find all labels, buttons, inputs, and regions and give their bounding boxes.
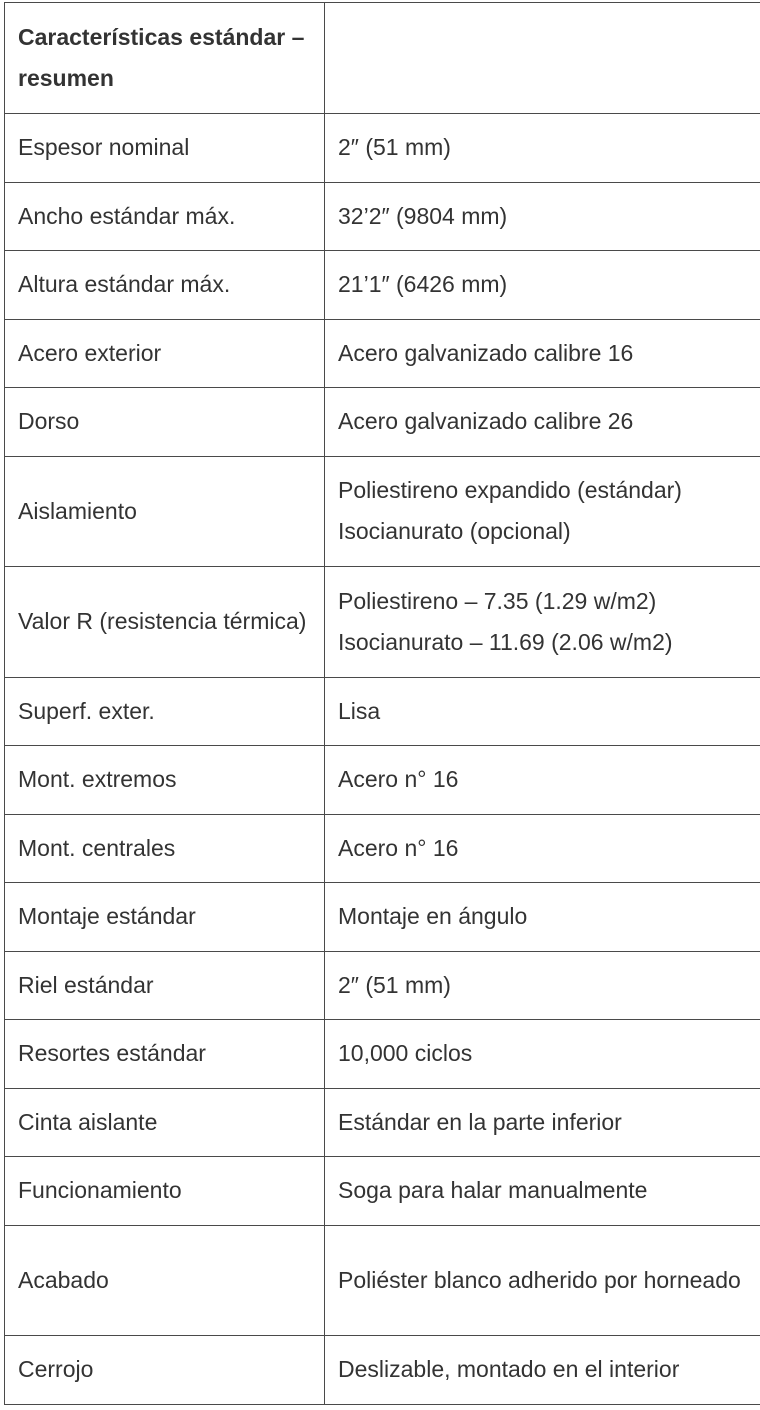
row-value <box>325 319 760 388</box>
row-value <box>325 1157 760 1226</box>
table-row <box>5 114 760 183</box>
row-value-line: Soga para halar manualmente <box>338 1177 648 1204</box>
row-value <box>325 951 760 1020</box>
row-value-line: 2″ (51 mm) <box>338 134 451 161</box>
row-value <box>325 1336 760 1405</box>
row-value <box>325 883 760 952</box>
table-row <box>5 951 760 1020</box>
row-value <box>325 567 760 678</box>
table-row <box>5 814 760 883</box>
row-value-line: Poliestireno expandido (estándar) <box>338 477 682 504</box>
row-value <box>325 677 760 746</box>
row-value-line: 2″ (51 mm) <box>338 971 451 998</box>
table-row <box>5 319 760 388</box>
row-value-line: Poliéster blanco adherido por horneado <box>338 1266 741 1293</box>
row-label: Acabado <box>5 1225 325 1336</box>
row-label: Aislamiento <box>5 456 325 567</box>
row-label: Cerrojo <box>5 1336 325 1405</box>
row-value <box>325 182 760 251</box>
row-label: Valor R (resistencia térmica) <box>5 567 325 678</box>
table-row <box>5 251 760 320</box>
row-value-line: Acero galvanizado calibre 26 <box>338 408 634 435</box>
row-value-line: Isocianurato (opcional) <box>338 518 571 545</box>
row-label: Mont. extremos <box>5 746 325 815</box>
row-value-line: Poliestireno – 7.35 (1.29 w/m2) <box>338 587 657 614</box>
table-row <box>5 456 760 567</box>
table-body <box>5 114 760 1405</box>
row-value <box>325 814 760 883</box>
row-label: Acero exterior <box>5 319 325 388</box>
row-label: Dorso <box>5 388 325 457</box>
row-value-line: Acero n° 16 <box>338 766 459 793</box>
row-value-line: Acero galvanizado calibre 16 <box>338 339 634 366</box>
row-label: Espesor nominal <box>5 114 325 183</box>
row-value-line: 10,000 ciclos <box>338 1040 473 1067</box>
table-row <box>5 746 760 815</box>
row-value <box>325 746 760 815</box>
row-value <box>325 1020 760 1089</box>
row-label: Montaje estándar <box>5 883 325 952</box>
spec-table <box>4 2 760 1405</box>
row-value <box>325 1225 760 1336</box>
row-value-line: Isocianurato – 11.69 (2.06 w/m2) <box>338 628 673 655</box>
row-value-line: Acero n° 16 <box>338 834 459 861</box>
row-value <box>325 251 760 320</box>
row-label: Ancho estándar máx. <box>5 182 325 251</box>
table-row <box>5 388 760 457</box>
table-row <box>5 1157 760 1226</box>
table-header-empty <box>325 3 760 114</box>
table-header-title: Características estándar – resumen <box>5 3 325 114</box>
row-value <box>325 456 760 567</box>
row-label: Mont. centrales <box>5 814 325 883</box>
row-value-line: 21’1″ (6426 mm) <box>338 271 508 298</box>
row-label: Resortes estándar <box>5 1020 325 1089</box>
row-value <box>325 388 760 457</box>
table-row <box>5 1020 760 1089</box>
table-row <box>5 883 760 952</box>
row-value-line: 32’2″ (9804 mm) <box>338 202 508 229</box>
row-value <box>325 114 760 183</box>
row-label: Cinta aislante <box>5 1088 325 1157</box>
table-header-row <box>5 3 760 114</box>
row-label: Riel estándar <box>5 951 325 1020</box>
table-row <box>5 677 760 746</box>
row-value-line: Montaje en ángulo <box>338 903 528 930</box>
table-row <box>5 1088 760 1157</box>
row-value <box>325 1088 760 1157</box>
table-row <box>5 1336 760 1405</box>
table-row <box>5 1225 760 1336</box>
row-value-line: Deslizable, montado en el interior <box>338 1356 680 1383</box>
row-value-line: Lisa <box>338 697 381 724</box>
table-row <box>5 182 760 251</box>
table-row <box>5 567 760 678</box>
row-label: Altura estándar máx. <box>5 251 325 320</box>
row-label: Funcionamiento <box>5 1157 325 1226</box>
row-value-line: Estándar en la parte inferior <box>338 1108 622 1135</box>
row-label: Superf. exter. <box>5 677 325 746</box>
